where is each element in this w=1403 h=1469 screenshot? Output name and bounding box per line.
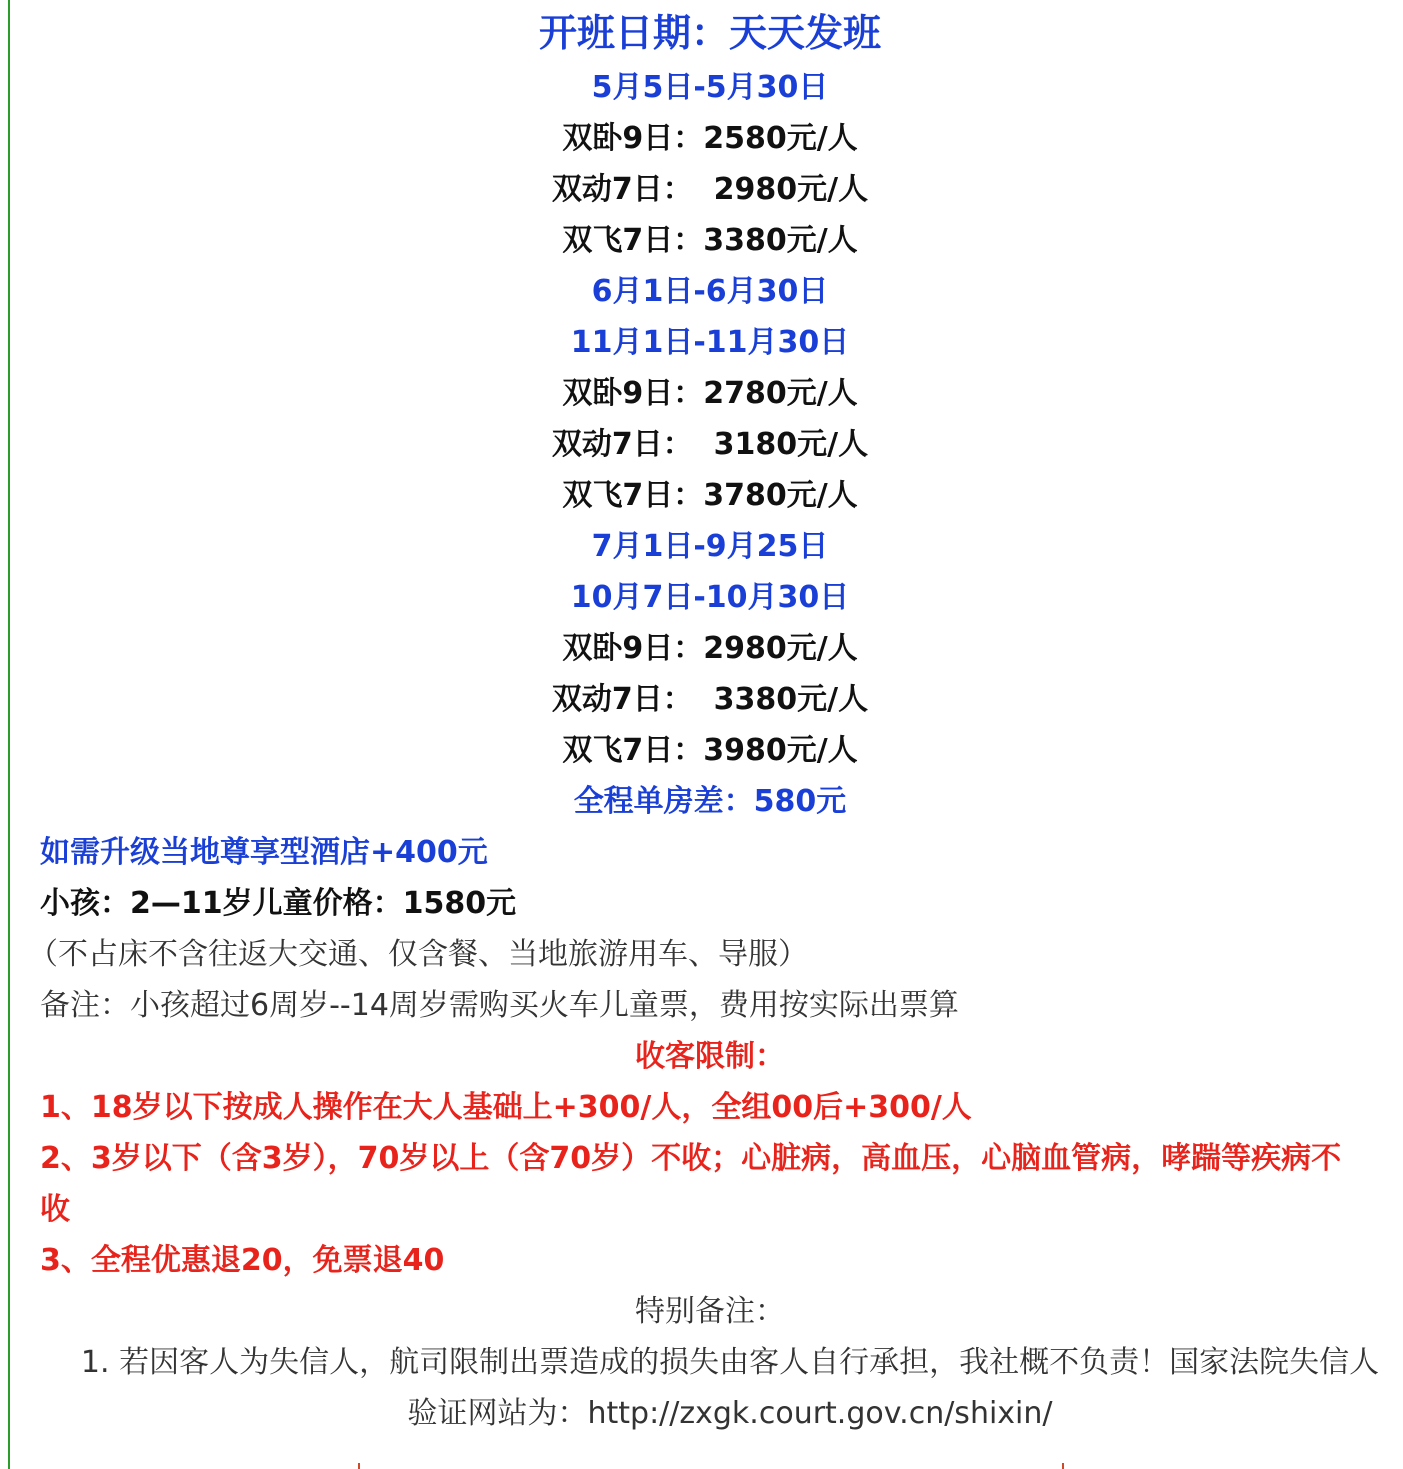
restriction-item-3: 3、全程优惠退20，免票退40 (40, 1243, 445, 1278)
period-2-date-b: 11月1日-11月30日 (570, 325, 850, 360)
period-2-price-train: 双动7日： 3180元/人 (551, 427, 869, 462)
child-price: 小孩：2—11岁儿童价格：1580元 (40, 886, 517, 921)
restriction-item-2: 2、3岁以下（含3岁），70岁以上（含70岁）不收；心脏病，高血压，心脑血管病，哮踹等疾病不收 (40, 1141, 1342, 1227)
single-room-supplement: 全程单房差：580元 (573, 784, 847, 819)
restriction-item-1: 1、18岁以下按成人操作在大人基础上+300/人，全组00后+300/人 (40, 1090, 972, 1125)
period-2-price-sleeper: 双卧9日：2780元/人 (562, 376, 858, 411)
special-note-item-1: 1. 若因客人为失信人，航司限制出票造成的损失由客人自行承担，我社概不负责！国家法院失信人验证网站为：http://zxgk.court.gov.cn/shixin/ (80, 1345, 1380, 1431)
hotel-upgrade-note: 如需升级当地尊享型酒店+400元 (40, 835, 488, 870)
period-3-date-b: 10月7日-10月30日 (570, 580, 850, 615)
period-2-date-a: 6月1日-6月30日 (591, 274, 829, 309)
period-3-date-a: 7月1日-9月25日 (591, 529, 829, 564)
period-1-price-train: 双动7日： 2980元/人 (551, 172, 869, 207)
period-1-date: 5月5日-5月30日 (591, 70, 829, 105)
period-1-price-flight: 双飞7日：3380元/人 (562, 223, 858, 258)
schedule-title: 开班日期：天天发班 (538, 11, 881, 55)
period-3-price-sleeper: 双卧9日：2980元/人 (562, 631, 858, 666)
restrictions-heading: 收客限制： (635, 1039, 785, 1074)
bottom-mark (1062, 1463, 1064, 1469)
period-3-price-train: 双动7日： 3380元/人 (551, 682, 869, 717)
bottom-mark (358, 1463, 360, 1469)
special-note-heading: 特别备注： (635, 1294, 785, 1329)
period-3-price-flight: 双飞7日：3980元/人 (562, 733, 858, 768)
left-border-line (8, 0, 10, 1469)
bottom-divider-marks (0, 1463, 1403, 1469)
article-content (28, 0, 1380, 1439)
child-price-note: （不占床不含往返大交通、仅含餐、当地旅游用车、导服） (28, 937, 808, 972)
remark-note: 备注：小孩超过6周岁--14周岁需购买火车儿童票，费用按实际出票算 (40, 988, 959, 1023)
period-2-price-flight: 双飞7日：3780元/人 (562, 478, 858, 513)
period-1-price-sleeper: 双卧9日：2580元/人 (562, 121, 858, 156)
